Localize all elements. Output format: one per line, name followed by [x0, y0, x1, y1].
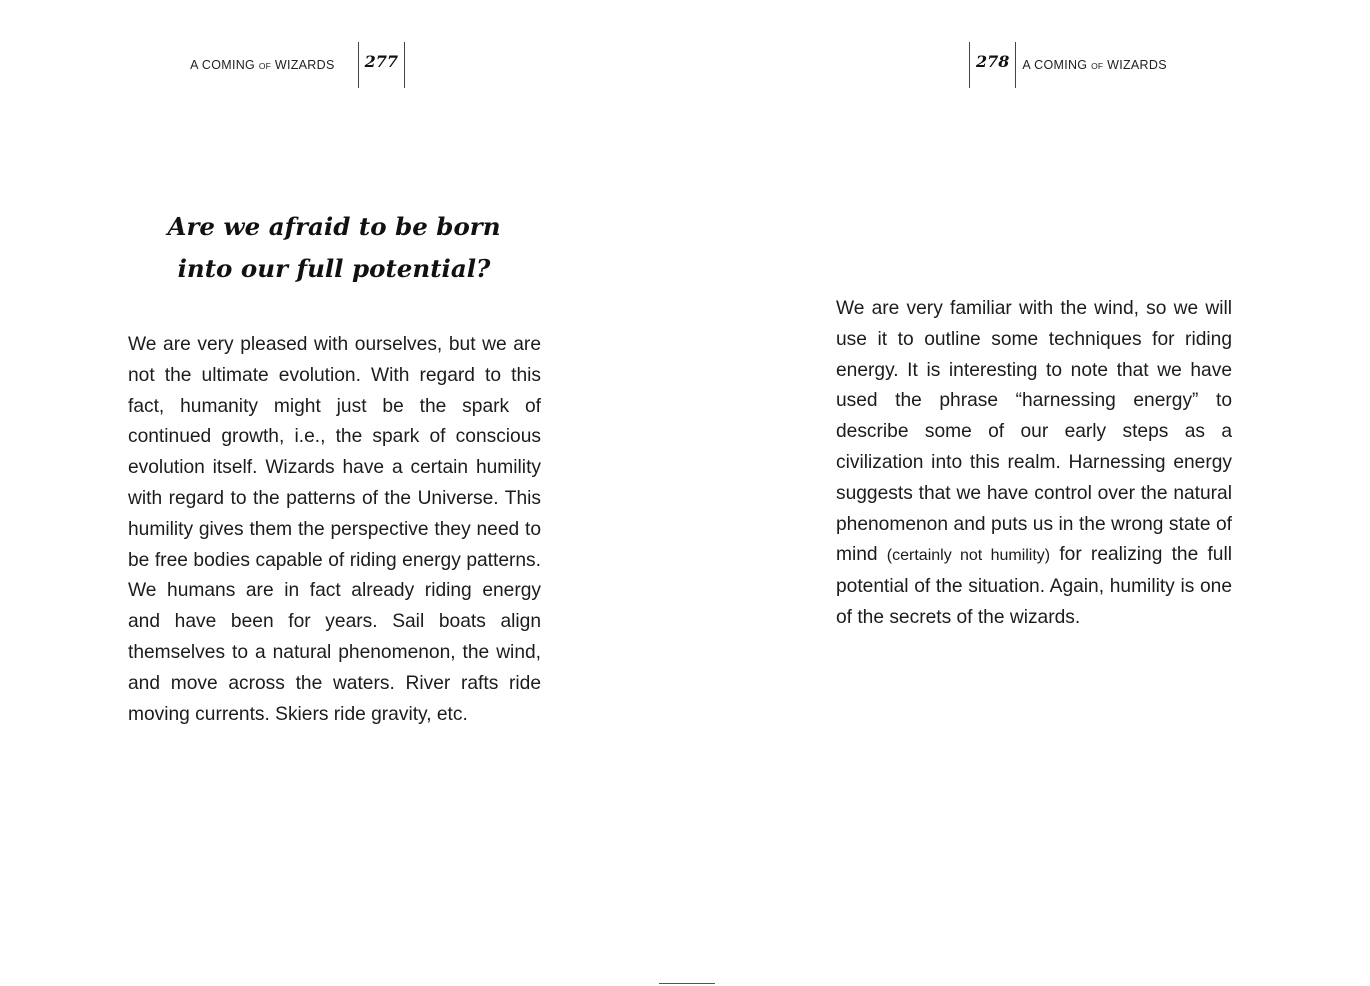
running-head-right [969, 42, 1167, 88]
body-paragraph-right [836, 294, 1232, 634]
right-page [685, 0, 1370, 986]
page-number: 277 [364, 52, 398, 71]
running-head-title: A COMING OF WIZARDS [190, 58, 335, 72]
running-head-left [190, 42, 405, 88]
footer-rule [659, 983, 715, 984]
folio-box-left [358, 42, 405, 88]
folio-box-right [969, 42, 1016, 88]
chapter-heading [128, 206, 540, 290]
body-paragraph-left: We are very pleased with ourselves, but we are not the ultimate evolution. With regard to this fact, humanity might just be the spark of continued growth, i.e., the spark of conscious evolution itself. Wizards have a certain humility with regard to the patterns of the Universe. This humility gives them the perspective they need to be free bodies capable of riding energy patterns. We humans are in fact already riding energy and have been for years. Sail boats align themselves to a natural phenomenon, the wind, and move across the waters. River rafts ride moving currents. Skiers ride gravity, etc. [128, 334, 541, 725]
paragraph-text: for realizing the full potential of the situation. Again, humility is one of the secrets of the wizards. [836, 544, 1232, 628]
running-head-title: A COMING OF WIZARDS [1022, 58, 1167, 72]
chapter-heading-line-2: into our full potential? [177, 254, 491, 283]
parenthetical-aside: (certainly not humility) [886, 547, 1051, 565]
chapter-heading-line-1: Are we afraid to be born [167, 212, 501, 241]
paragraph-text: We are very familiar with the wind, so we will use it to outline some techniques for riding energy. It is interesting to note that we have used the phrase “harnessing energy” to describe some of our early steps as a civilization into this realm. Harnessing energy suggests that we have control over the natural phenomenon and puts us in the wrong state of mind [836, 298, 1232, 566]
page-number: 278 [976, 52, 1010, 71]
